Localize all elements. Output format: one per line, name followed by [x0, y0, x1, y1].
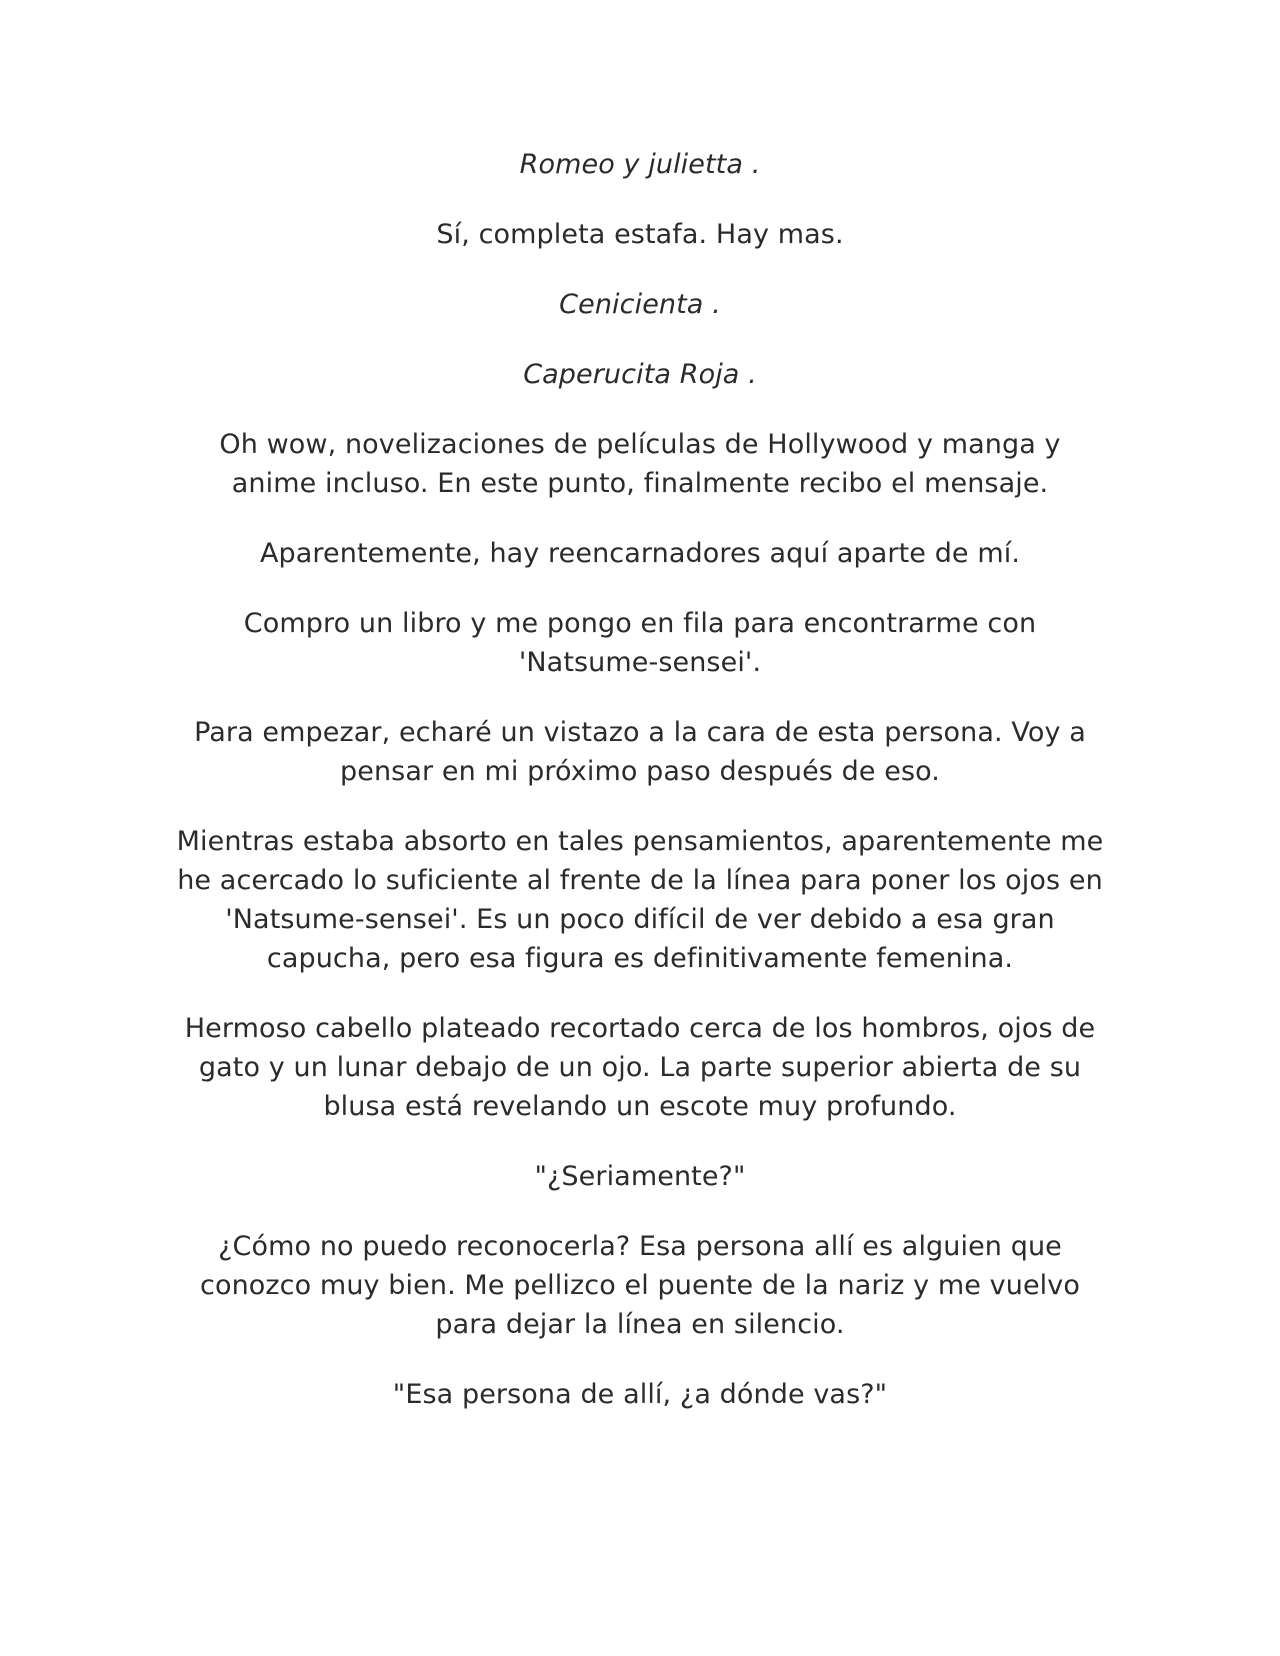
paragraph: Oh wow, novelizaciones de películas de Hollywood y manga y anime incluso. En este punto, finalmente recibo el mensaje.: [219, 429, 1061, 499]
paragraph-title-romeo: Romeo y julietta .: [519, 149, 761, 180]
paragraph: Compro un libro y me pongo en fila para encontrarme con 'Natsume-sensei'.: [243, 608, 1037, 678]
paragraph: Aparentemente, hay reencarnadores aquí aparte de mí.: [259, 538, 1021, 569]
dialogue-line: "¿Seriamente?": [534, 1161, 746, 1192]
paragraph: Hermoso cabello plateado recortado cerca de los hombros, ojos de gato y un lunar debajo de un ojo. La parte superior abierta de su blusa está revelando un escote muy profundo.: [184, 1013, 1096, 1122]
paragraph: Sí, completa estafa. Hay mas.: [436, 219, 844, 250]
paragraph: ¿Cómo no puedo reconocerla? Esa persona allí es alguien que conozco muy bien. Me pellizco el puente de la nariz y me vuelvo para dejar la línea en silencio.: [200, 1231, 1080, 1340]
paragraph: Para empezar, echaré un vistazo a la cara de esta persona. Voy a pensar en mi próximo paso después de eso.: [194, 717, 1086, 787]
dialogue-line: "Esa persona de allí, ¿a dónde vas?": [392, 1379, 888, 1410]
text-column: [175, 145, 1105, 1445]
paragraph-title-caperucita: Caperucita Roja .: [523, 359, 757, 390]
paragraph-title-cenicienta: Cenicienta .: [559, 289, 721, 320]
paragraph: Mientras estaba absorto en tales pensamientos, aparentemente me he acercado lo suficiente al frente de la línea para poner los ojos en 'Natsume-sensei'. Es un poco difícil de ver debido a esa gran capucha, pero esa figura es definitivamente femenina.: [176, 826, 1104, 974]
